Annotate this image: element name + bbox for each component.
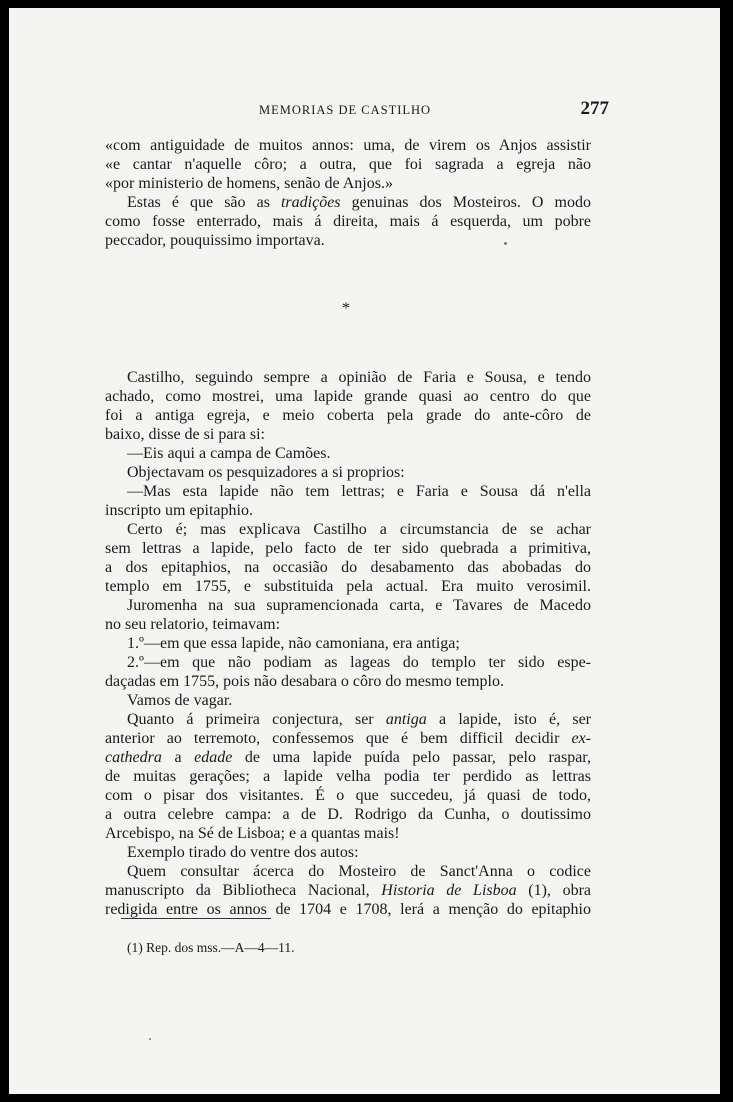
section-text (105, 368, 591, 919)
text-line: 1.º—em que essa lapide, não camoniana, era antiga; (127, 635, 460, 652)
text-line: a outra celebre campa: a de D. Rodrigo da Cunha, o doutissimo (105, 806, 591, 823)
paper-speck (504, 242, 507, 245)
text-line: Estas é que são as tradições genuinas dos Mosteiros. O modo (127, 194, 591, 211)
page-number: 277 (580, 98, 609, 119)
running-title: MEMORIAS DE CASTILHO (259, 103, 432, 117)
page-header (259, 98, 609, 122)
text-line: sem lettras a lapide, pelo facto de ter sido quebrada a primitiva, (105, 540, 591, 557)
text-line: daçadas em 1755, pois não desabara o côro do mesmo templo. (105, 673, 504, 690)
text-line: redigida entre os annos de 1704 e 1708, lerá a menção do epitaphio (105, 901, 591, 918)
top-text (105, 136, 591, 250)
text-line: Vamos de vagar. (127, 692, 233, 709)
text-line: cathedra a edade de uma lapide puída pelo passar, pelo raspar, (105, 749, 591, 766)
text-line: inscripto um epitaphio. (105, 502, 253, 519)
paper-speck (149, 1038, 151, 1040)
text-line: «por ministerio de homens, senão de Anjos.» (105, 175, 393, 192)
text-line: Quem consultar ácerca do Mosteiro de Sanct'Anna o codice (127, 863, 591, 880)
text-line: de muitas gerações; a lapide velha podia ter perdido as lettras (105, 768, 591, 785)
text-line: —Eis aqui a campa de Camões. (127, 445, 331, 462)
text-line: anterior ao terremoto, confessemos que é bem difficil decidir ex- (105, 730, 591, 747)
text-line: «e cantar n'aquelle côro; a outra, que foi sagrada a egreja não (105, 156, 591, 173)
text-line: manuscripto da Bibliotheca Nacional, Historia de Lisboa (1), obra (105, 882, 591, 899)
text-line: Objectavam os pesquizadores a si proprios: (127, 464, 405, 481)
text-line: foi a antiga egreja, e meio coberta pela grade do ante-côro de (105, 407, 591, 424)
text-line: Exemplo tirado do ventre dos autos: (127, 844, 359, 861)
text-line: com o pisar dos visitantes. É o que succedeu, já quasi de todo, (105, 787, 591, 804)
text-line: peccador, pouquissimo importava. (105, 232, 325, 249)
text-line: templo em 1755, e substituida pela actual. Era muito verosimil. (105, 578, 591, 595)
text-line: baixo, disse de si para si: (105, 426, 265, 443)
text-line: «com antiguidade de muitos annos: uma, de virem os Anjos assistir (105, 137, 591, 154)
book-page (9, 8, 720, 1094)
text-line: no seu relatorio, teimavam: (105, 616, 281, 633)
text-line: 2.º—em que não podiam as lageas do templo ter sido espe- (127, 654, 591, 671)
footnote-rule (121, 918, 271, 919)
text-line: Certo é; mas explicava Castilho a circumstancia de se achar (127, 521, 591, 538)
text-line: Juromenha na sua supramencionada carta, e Tavares de Macedo (127, 597, 591, 614)
text-line: Quanto á primeira conjectura, ser antiga a lapide, isto é, ser (127, 711, 591, 728)
footnote: (1) Rep. dos mss.—A—4—11. (127, 940, 295, 955)
section-asterism: * (342, 300, 350, 317)
text-line: Arcebispo, na Sé de Lisboa; e a quantas mais! (105, 825, 400, 842)
text-line: a dos epitaphios, na occasião do desabamento das abobadas do (105, 559, 591, 576)
text-line: como fosse enterrado, mais á direita, mais á esquerda, um pobre (105, 213, 591, 230)
text-line: achado, como mostrei, uma lapide grande quasi ao centro do que (105, 388, 591, 405)
text-line: —Mas esta lapide não tem lettras; e Faria e Sousa dá n'ella (127, 483, 591, 500)
text-line: Castilho, seguindo sempre a opinião de Faria e Sousa, e tendo (127, 369, 591, 386)
